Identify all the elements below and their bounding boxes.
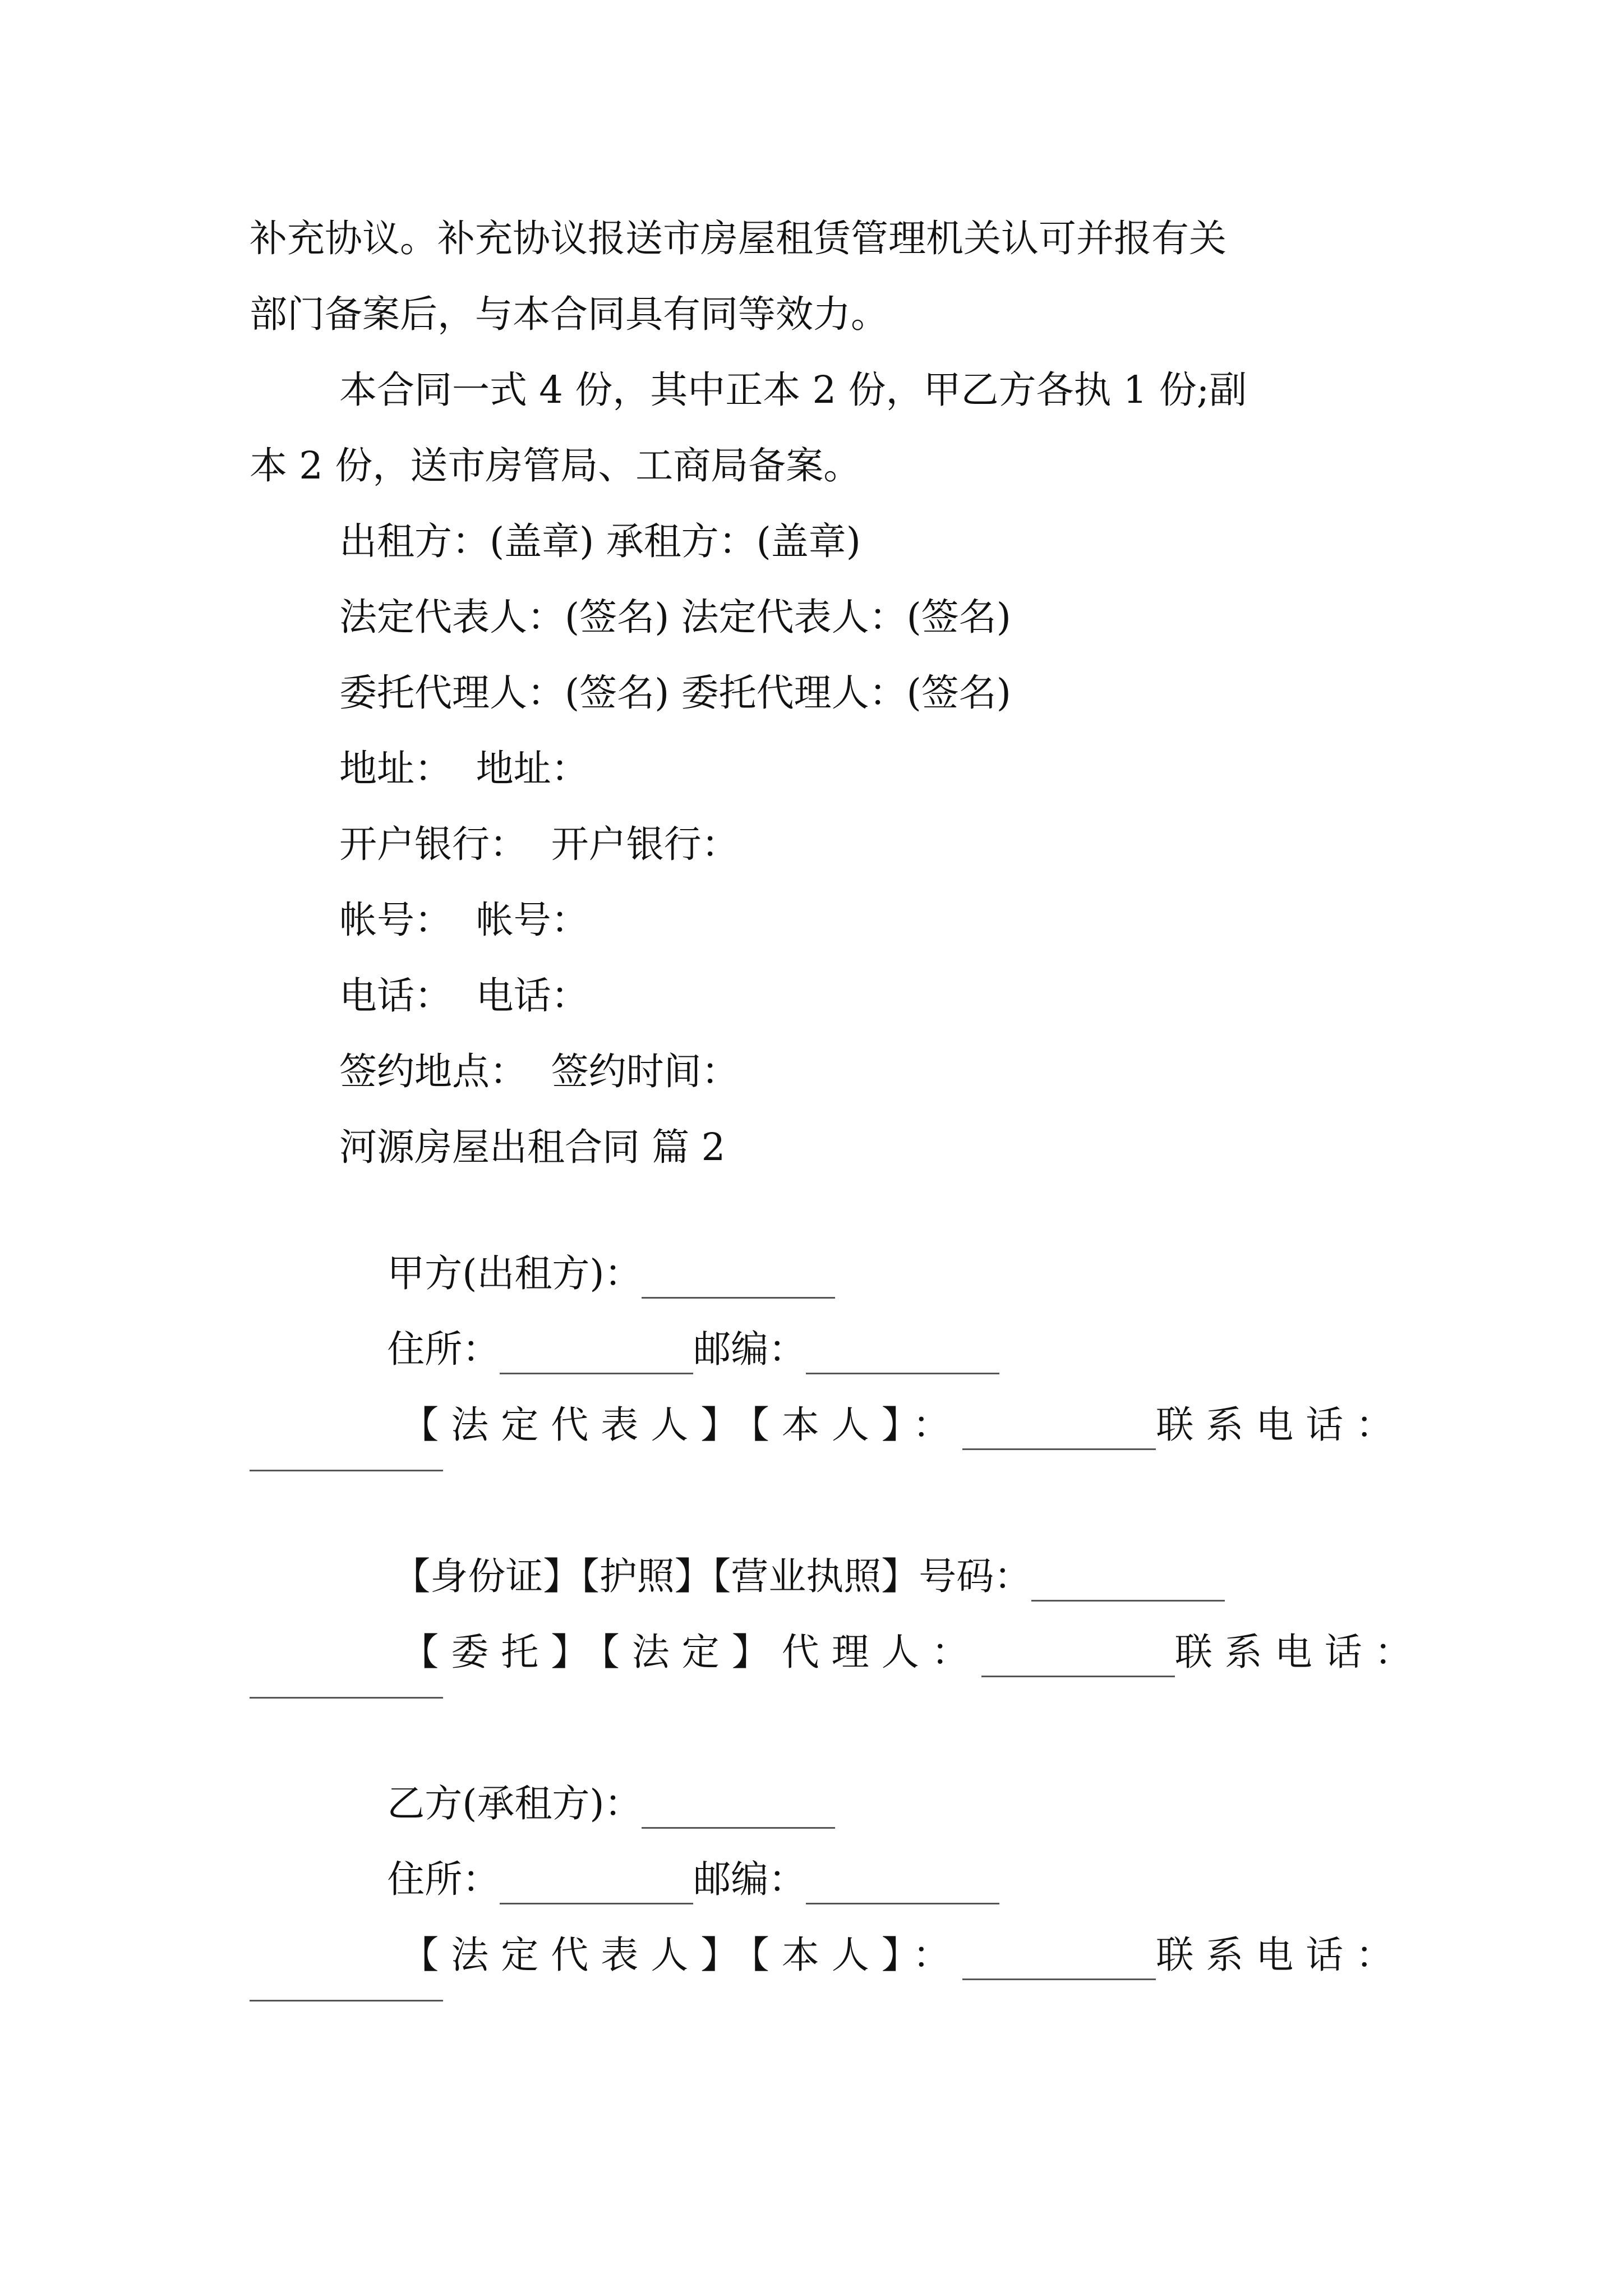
text-line: 帐号： 帐号：	[339, 898, 589, 942]
field-label: 联系电话：	[1174, 1630, 1424, 1674]
text-line: 本 2 份，送市房管局、工商局备案。	[250, 444, 861, 487]
text-line: 地址： 地址：	[339, 747, 589, 790]
field-label: 甲方(出租方)：	[387, 1251, 642, 1295]
field-label: 住所：	[387, 1857, 500, 1901]
text-line: 签约地点： 签约时间：	[339, 1050, 739, 1093]
field-label: 【委托】【法定】代理人：	[401, 1630, 981, 1674]
field-label: 联系电话：	[1156, 1403, 1406, 1447]
field-label: 邮编：	[693, 1857, 806, 1901]
text-line: 出租方：(盖章) 承租方：(盖章)	[339, 519, 861, 563]
text-line: 部门备案后，与本合同具有同等效力。	[250, 292, 888, 336]
field-label: 【法定代表人】【本人】：	[401, 1933, 963, 1977]
form-line	[353, 1576, 1424, 1728]
text-line: 法定代表人：(签名) 法定代表人：(签名)	[339, 595, 1011, 639]
text-line: 开户银行： 开户银行：	[339, 822, 739, 866]
fill-in-blank[interactable]	[962, 1945, 1156, 1980]
text-line: 电话： 电话：	[339, 974, 589, 1018]
section-heading: 河源房屋出租合同 篇 2	[339, 1125, 726, 1169]
field-label: 邮编：	[693, 1327, 806, 1371]
fill-in-blank[interactable]	[250, 1697, 443, 1699]
field-label: 乙方(承租方)：	[387, 1782, 642, 1825]
fill-in-blank[interactable]	[250, 1470, 443, 1471]
text-line: 委托代理人：(签名) 委托代理人：(签名)	[339, 671, 1011, 715]
fill-in-blank[interactable]	[250, 2000, 443, 2001]
field-label: 联系电话：	[1156, 1933, 1406, 1977]
fill-in-blank[interactable]	[981, 1642, 1175, 1677]
field-label: 【法定代表人】【本人】：	[401, 1403, 963, 1447]
text-line: 补充协议。补充协议报送市房屋租赁管理机关认可并报有关	[250, 217, 1227, 260]
text-line: 本合同一式 4 份，其中正本 2 份，甲乙方各执 1 份;副	[339, 368, 1247, 412]
field-label: 住所：	[387, 1327, 500, 1371]
field-label: 【身份证】【护照】【营业执照】号码：	[393, 1554, 1032, 1598]
form-line	[353, 1349, 1405, 1501]
fill-in-blank[interactable]	[962, 1415, 1156, 1450]
form-line	[353, 1879, 1405, 2031]
